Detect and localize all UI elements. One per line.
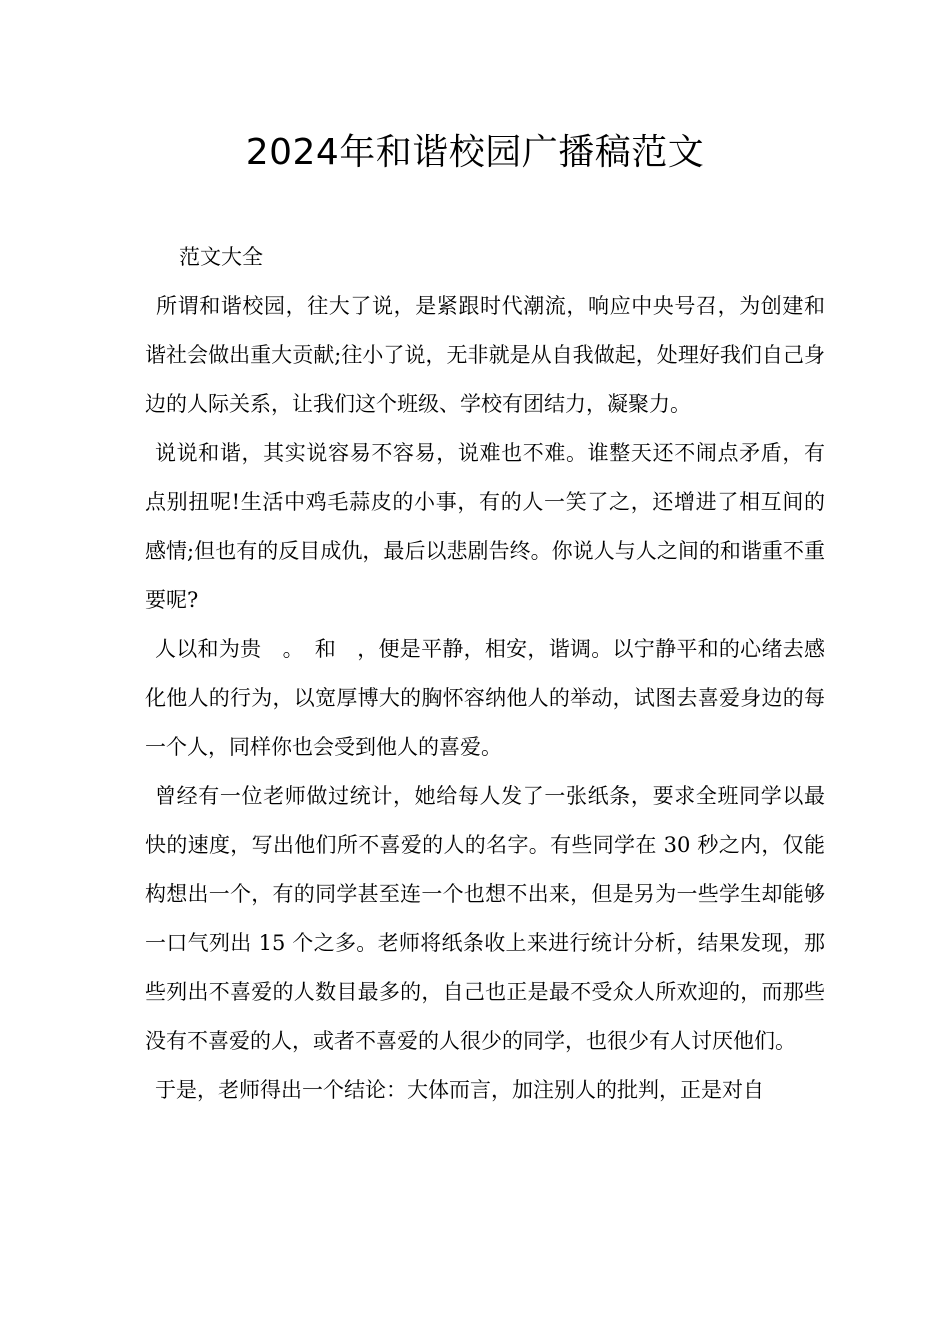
document-body (145, 233, 825, 1115)
paragraph-5: 于是，老师得出一个结论：大体而言，加注别人的批判，正是对自 (155, 1078, 764, 1102)
paragraph-1: 所谓和谐校园，往大了说，是紧跟时代潮流，响应中央号召，为创建和谐社会做出重大贡献;往小了说，无非就是从自我做起，处理好我们自己身边的人际关系，让我们这个班级、学校有团结力，凝聚力。 (145, 294, 825, 416)
document-title: 2024年和谐校园广播稿范文 (245, 132, 705, 173)
paragraph-2: 说说和谐，其实说容易不容易，说难也不难。谁整天还不闹点矛盾，有点别扭呢!生活中鸡毛蒜皮的小事，有的人一笑了之，还增进了相互间的感情;但也有的反目成仇，最后以悲剧告终。你说人与人之间的和谐重不重要呢? (145, 441, 825, 612)
paragraph-4: 曾经有一位老师做过统计，她给每人发了一张纸条，要求全班同学以最快的速度，写出他们所不喜爱的人的名字。有些同学在 30 秒之内，仅能构想出一个，有的同学甚至连一个也想不出来，但是另为一些学生却能够一口气列出 15 个之多。老师将纸条收上来进行统计分析，结果发现，那些列出不喜爱的人数目最多的，自己也正是最不受众人所欢迎的，而那些没有不喜爱的人，或者不喜爱的人很少的同学，也很少有人讨厌他们。 (145, 784, 825, 1053)
paragraph-source-label: 范文大全 (179, 245, 263, 269)
paragraph-3: 人以和为贵 。 和 ，便是平静，相安，谐调。以宁静平和的心绪去感化他人的行为，以宽厚博大的胸怀容纳他人的举动，试图去喜爱身边的每一个人，同样你也会受到他人的喜爱。 (145, 637, 825, 759)
